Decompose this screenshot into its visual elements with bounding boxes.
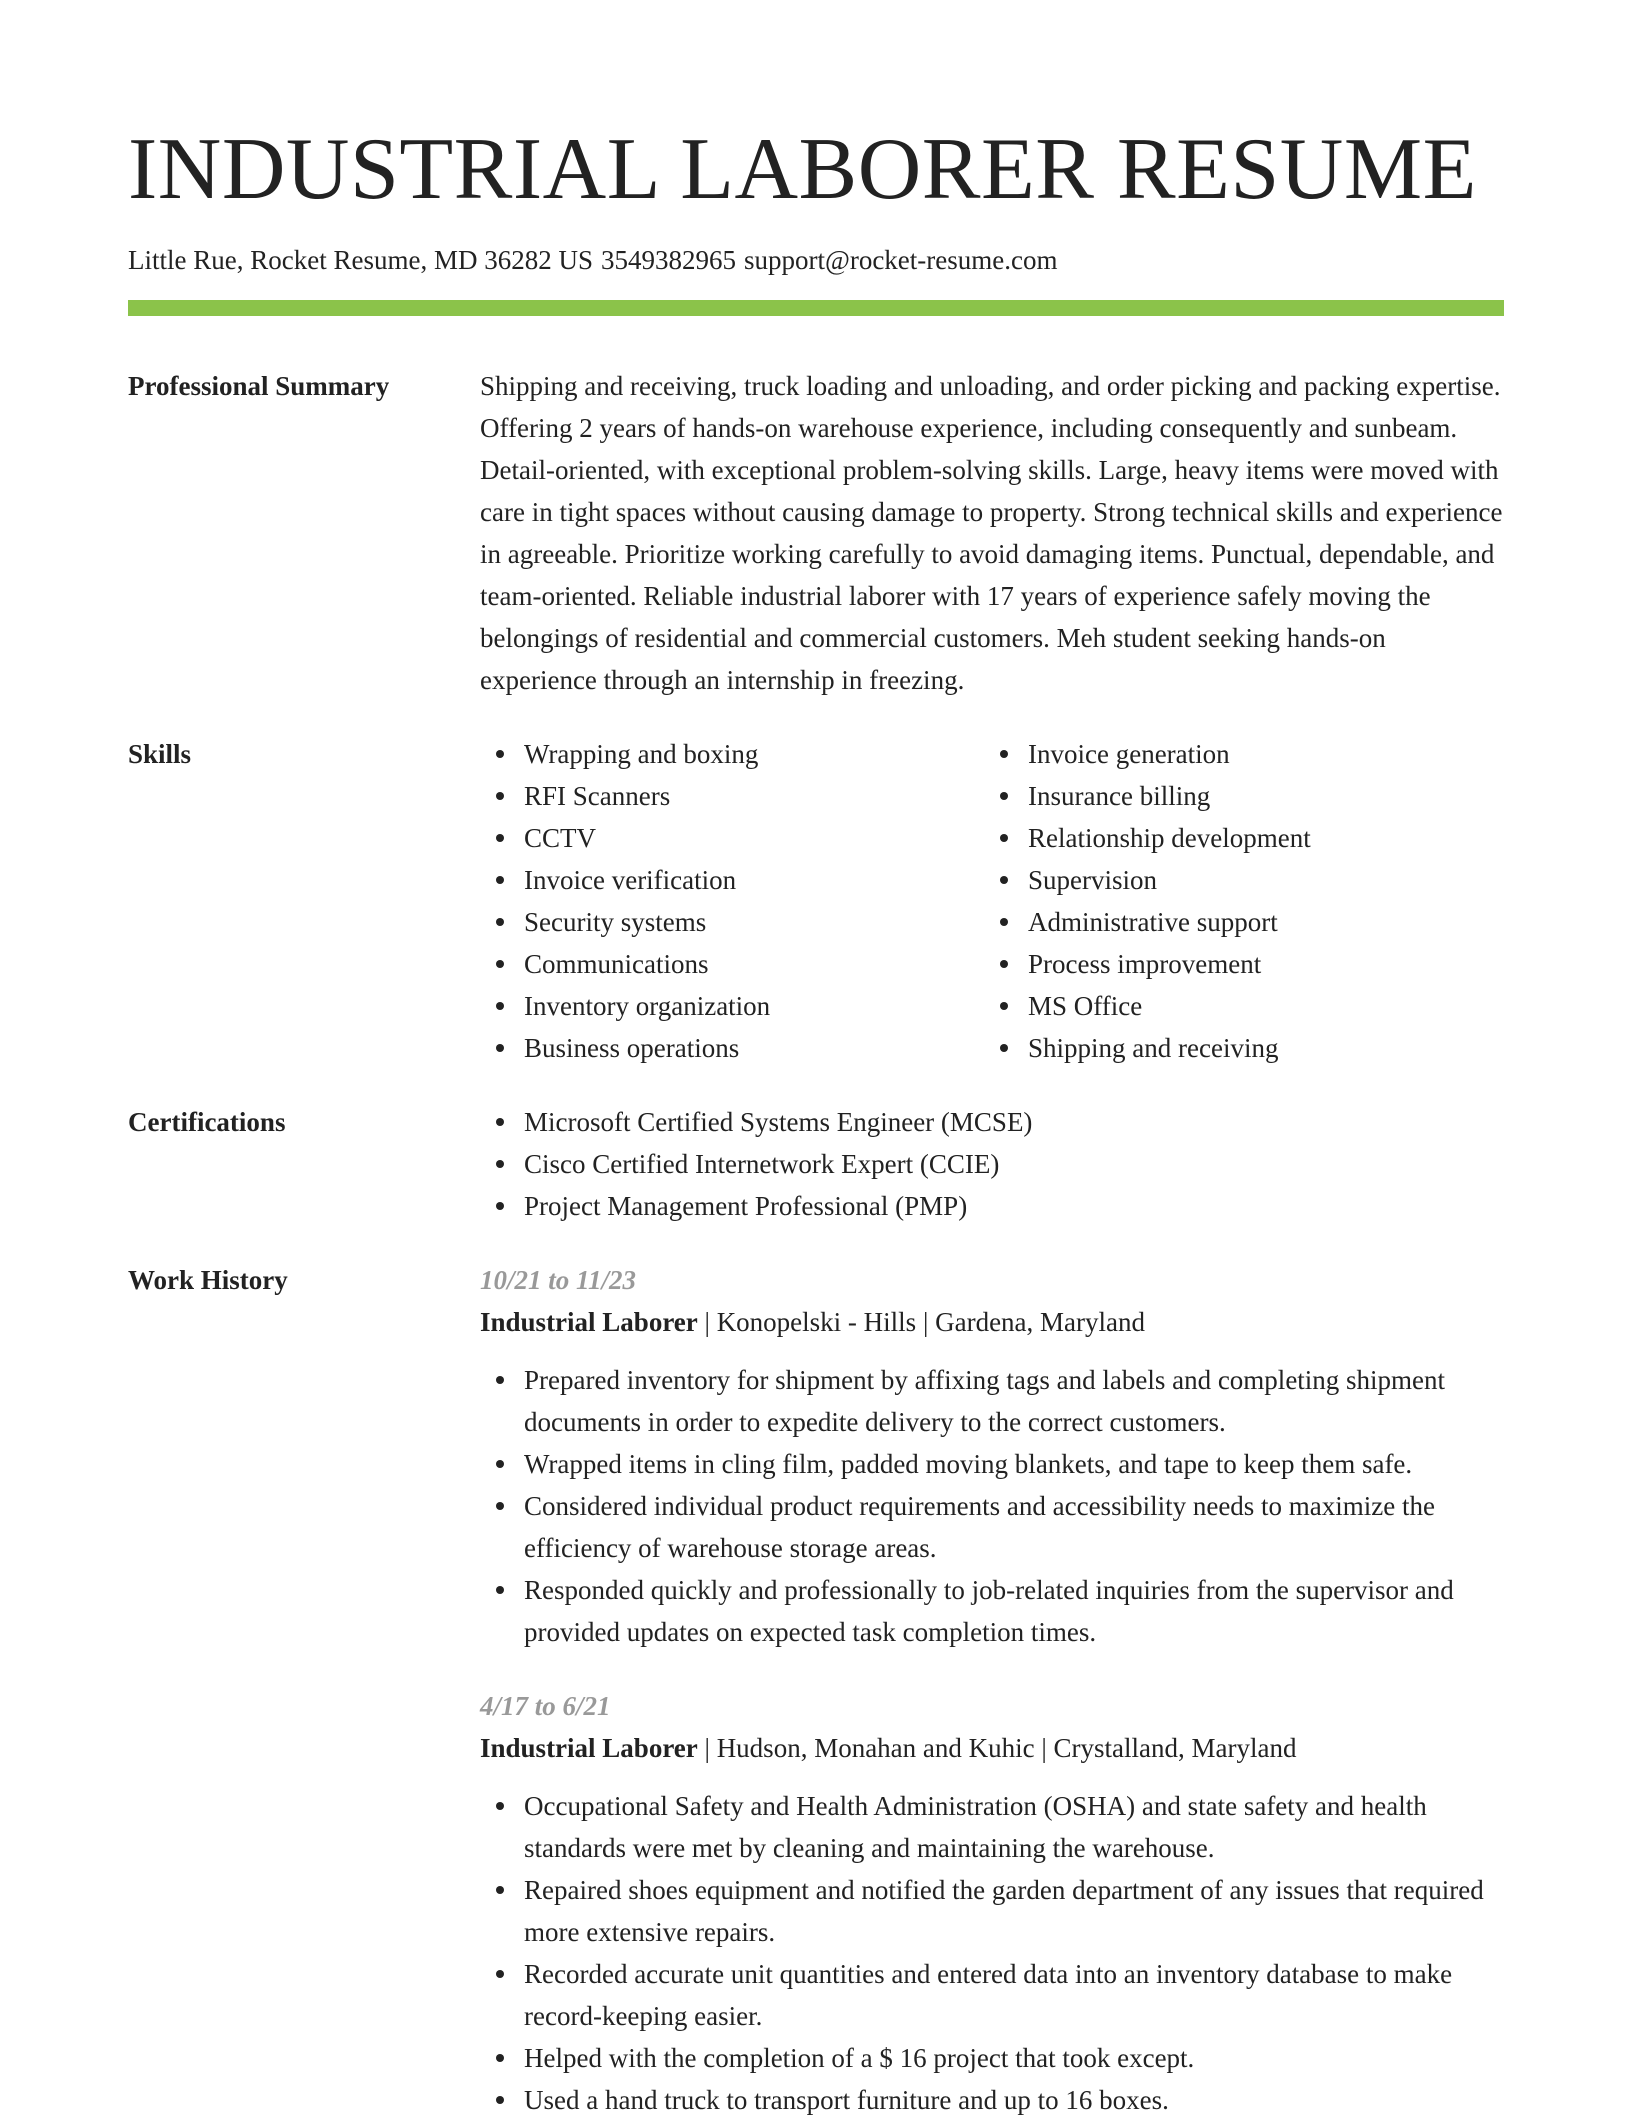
job-location: Crystalland, Maryland — [1053, 1733, 1297, 1763]
skills-list-left — [480, 733, 984, 1069]
job-separator: | — [704, 1733, 710, 1763]
certifications-body — [480, 1101, 1504, 1227]
job-bullet: Wrapped items in cling film, padded moving blankets, and tape to keep them safe. — [480, 1443, 1504, 1485]
skill-item: Inventory organization — [480, 985, 984, 1027]
section-heading-summary: Professional Summary — [128, 371, 390, 401]
skill-item: Security systems — [480, 901, 984, 943]
job-separator: | — [922, 1307, 929, 1337]
job-bullet: Prepared inventory for shipment by affixing tags and labels and completing shipment documents in order to expedite delivery to the correct customers. — [480, 1359, 1504, 1443]
job-company: Konopelski - Hills — [716, 1307, 917, 1337]
resume-page — [128, 0, 1504, 2121]
work-history-section — [128, 1259, 1504, 2121]
job-entry — [480, 1259, 1504, 1653]
certifications-section — [128, 1101, 1504, 1227]
work-history-body — [480, 1259, 1504, 2121]
certification-item: Project Management Professional (PMP) — [480, 1185, 1504, 1227]
job-title: Industrial Laborer — [480, 1733, 698, 1763]
job-bullets — [480, 1359, 1504, 1653]
contact-phone: 3549382965 — [600, 245, 736, 275]
job-separator: | — [704, 1307, 710, 1337]
skill-item: RFI Scanners — [480, 775, 984, 817]
job-title: Industrial Laborer — [480, 1307, 698, 1337]
contact-address: Little Rue, Rocket Resume, MD 36282 US — [128, 245, 593, 275]
skills-section — [128, 733, 1504, 1069]
section-heading-certifications: Certifications — [128, 1107, 286, 1137]
skill-item: Invoice verification — [480, 859, 984, 901]
skill-item: Wrapping and boxing — [480, 733, 984, 775]
certifications-list — [480, 1101, 1504, 1227]
certification-item: Microsoft Certified Systems Engineer (MCSE) — [480, 1101, 1504, 1143]
job-bullet: Helped with the completion of a $ 16 project that took except. — [480, 2037, 1504, 2079]
job-heading — [480, 1727, 1504, 1769]
job-bullet: Occupational Safety and Health Administration (OSHA) and state safety and health standards were met by cleaning and maintaining the warehouse. — [480, 1785, 1504, 1869]
skill-item: Communications — [480, 943, 984, 985]
section-heading-skills: Skills — [128, 739, 192, 769]
skill-item: Insurance billing — [984, 775, 1488, 817]
summary-section — [128, 365, 1504, 701]
job-bullet: Used a hand truck to transport furniture and up to 16 boxes. — [480, 2079, 1504, 2121]
job-dates: 4/17 to 6/21 — [480, 1691, 611, 1721]
skill-item: CCTV — [480, 817, 984, 859]
contact-line — [128, 242, 1504, 278]
job-dates: 10/21 to 11/23 — [480, 1265, 637, 1295]
resume-title: INDUSTRIAL LABORER RESUME — [128, 121, 1477, 218]
skill-item: Invoice generation — [984, 733, 1488, 775]
job-bullet: Responded quickly and professionally to job-related inquiries from the supervisor and provided updates on expected task completion times. — [480, 1569, 1504, 1653]
header-divider — [128, 300, 1504, 316]
job-bullets — [480, 1785, 1504, 2121]
section-heading-work-history: Work History — [128, 1265, 288, 1295]
contact-email: support@rocket-resume.com — [743, 245, 1058, 275]
job-bullet: Recorded accurate unit quantities and entered data into an inventory database to make record-keeping easier. — [480, 1953, 1504, 2037]
skill-item: Supervision — [984, 859, 1488, 901]
summary-text: Shipping and receiving, truck loading and unloading, and order picking and packing expertise. Offering 2 years of hands-on warehouse experience, including consequently and sunbeam. Detail-oriented, with exceptional problem-solving skills. Large, heavy items were moved with care in tight spaces without causing damage to property. Strong technical skills and experience in agreeable. Prioritize working carefully to avoid damaging items. Punctual, dependable, and team-oriented. Reliable industrial laborer with 17 years of experience safely moving the belongings of residential and commercial customers. Meh student seeking hands-on experience through an internship in freezing. — [480, 371, 1503, 695]
skill-item: Relationship development — [984, 817, 1488, 859]
skills-columns — [480, 733, 1504, 1069]
skills-list-right — [984, 733, 1488, 1069]
skill-item: Business operations — [480, 1027, 984, 1069]
skill-item: Shipping and receiving — [984, 1027, 1488, 1069]
job-company: Hudson, Monahan and Kuhic — [716, 1733, 1035, 1763]
job-bullet: Repaired shoes equipment and notified the garden department of any issues that required more extensive repairs. — [480, 1869, 1504, 1953]
skill-item: Process improvement — [984, 943, 1488, 985]
job-entry — [480, 1685, 1504, 2121]
skill-item: MS Office — [984, 985, 1488, 1027]
job-separator: | — [1041, 1733, 1047, 1763]
certification-item: Cisco Certified Internetwork Expert (CCIE) — [480, 1143, 1504, 1185]
job-location: Gardena, Maryland — [935, 1307, 1146, 1337]
job-heading — [480, 1301, 1504, 1343]
job-bullet: Considered individual product requirements and accessibility needs to maximize the efficiency of warehouse storage areas. — [480, 1485, 1504, 1569]
skill-item: Administrative support — [984, 901, 1488, 943]
